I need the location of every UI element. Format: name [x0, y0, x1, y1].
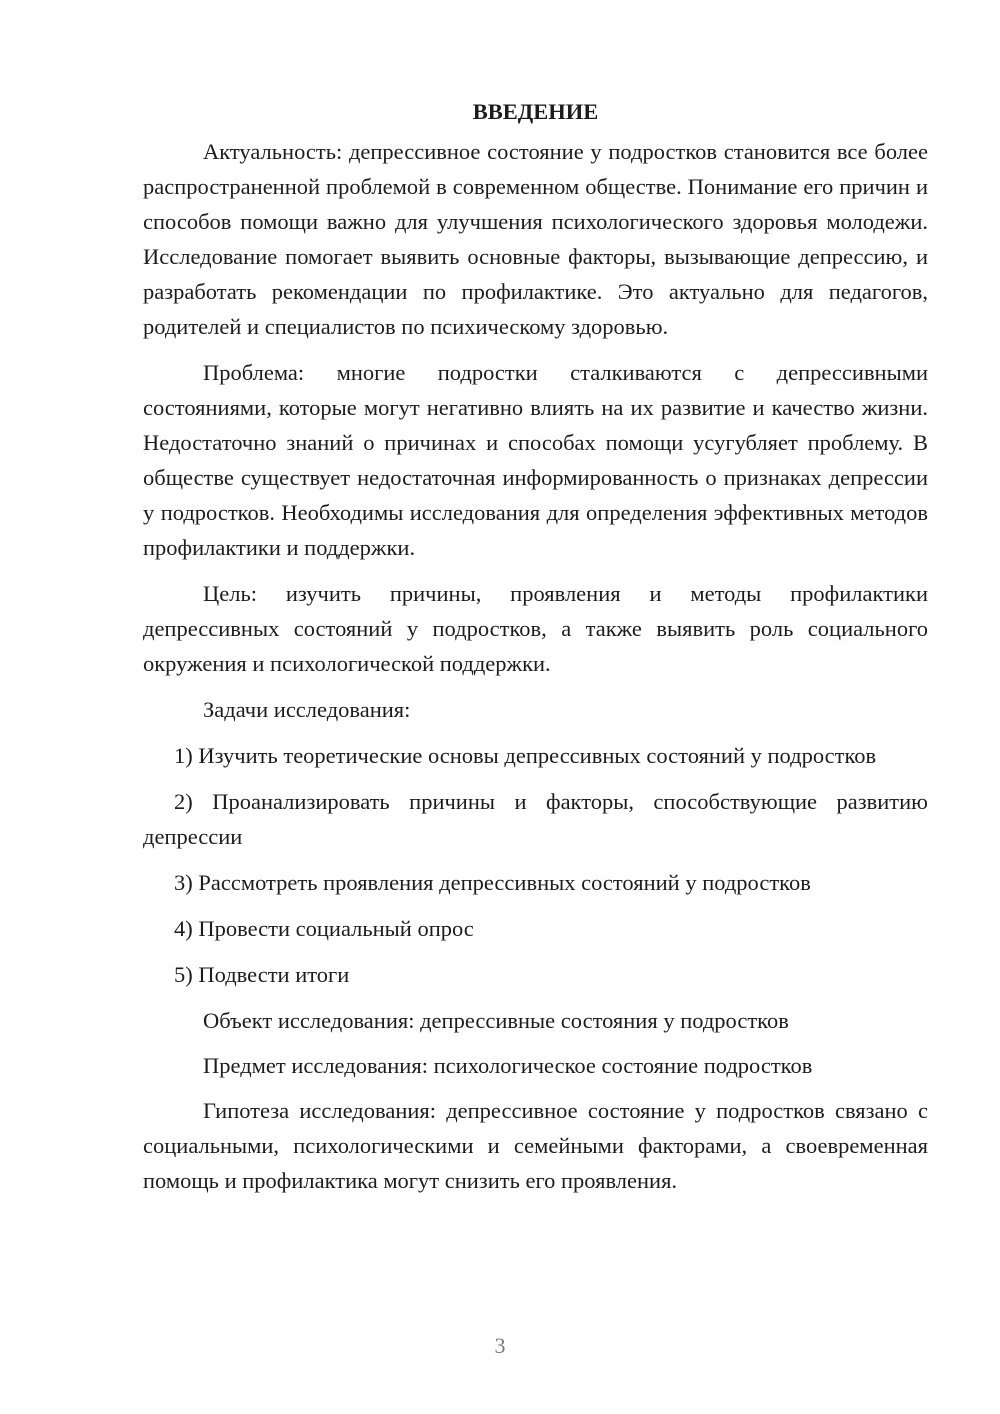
- paragraph-subject: Предмет исследования: психологическое состояние подростков: [203, 1053, 813, 1078]
- list-item: 1) Изучить теоретические основы депрессивных состояний у подростков: [174, 743, 877, 768]
- list-item: 2) Проанализировать причины и факторы, способствующие развитию депрессии: [143, 789, 928, 849]
- page-number: 3: [494, 1333, 506, 1358]
- tasks-list: [143, 738, 928, 992]
- list-item: 3) Рассмотреть проявления депрессивных состояний у подростков: [174, 870, 811, 895]
- document-page: [143, 94, 928, 1209]
- paragraph-problem: Проблема: многие подростки сталкиваются с депрессивными состояниями, которые могут негативно влиять на их развитие и качество жизни. Недостаточно знаний о причинах и способах помощи усугубляет проблему. В обществе существует недостаточная информированность о признаках депрессии у подростков. Необходимы исследования для определения эффективных методов профилактики и поддержки.: [143, 360, 928, 560]
- tasks-title: Задачи исследования:: [203, 697, 411, 722]
- paragraph-relevance: Актуальность: депрессивное состояние у подростков становится все более распространенной проблемой в современном обществе. Понимание его причин и способов помощи важно для улучшения психологического здоровья молодежи. Исследование помогает выявить основные факторы, вызывающие депрессию, и разработать рекомендации по профилактике. Это актуально для педагогов, родителей и специалистов по психическому здоровью.: [143, 139, 928, 339]
- list-item: 5) Подвести итоги: [174, 962, 350, 987]
- paragraph-object: Объект исследования: депрессивные состояния у подростков: [203, 1008, 789, 1033]
- page-title: ВВЕДЕНИЕ: [472, 99, 599, 124]
- paragraph-hypothesis: Гипотеза исследования: депрессивное состояние у подростков связано с социальными, психологическими и семейными факторами, а своевременная помощь и профилактика могут снизить его проявления.: [143, 1098, 928, 1193]
- paragraph-goal: Цель: изучить причины, проявления и методы профилактики депрессивных состояний у подростков, а также выявить роль социального окружения и психологической поддержки.: [143, 581, 928, 676]
- list-item: 4) Провести социальный опрос: [174, 916, 474, 941]
